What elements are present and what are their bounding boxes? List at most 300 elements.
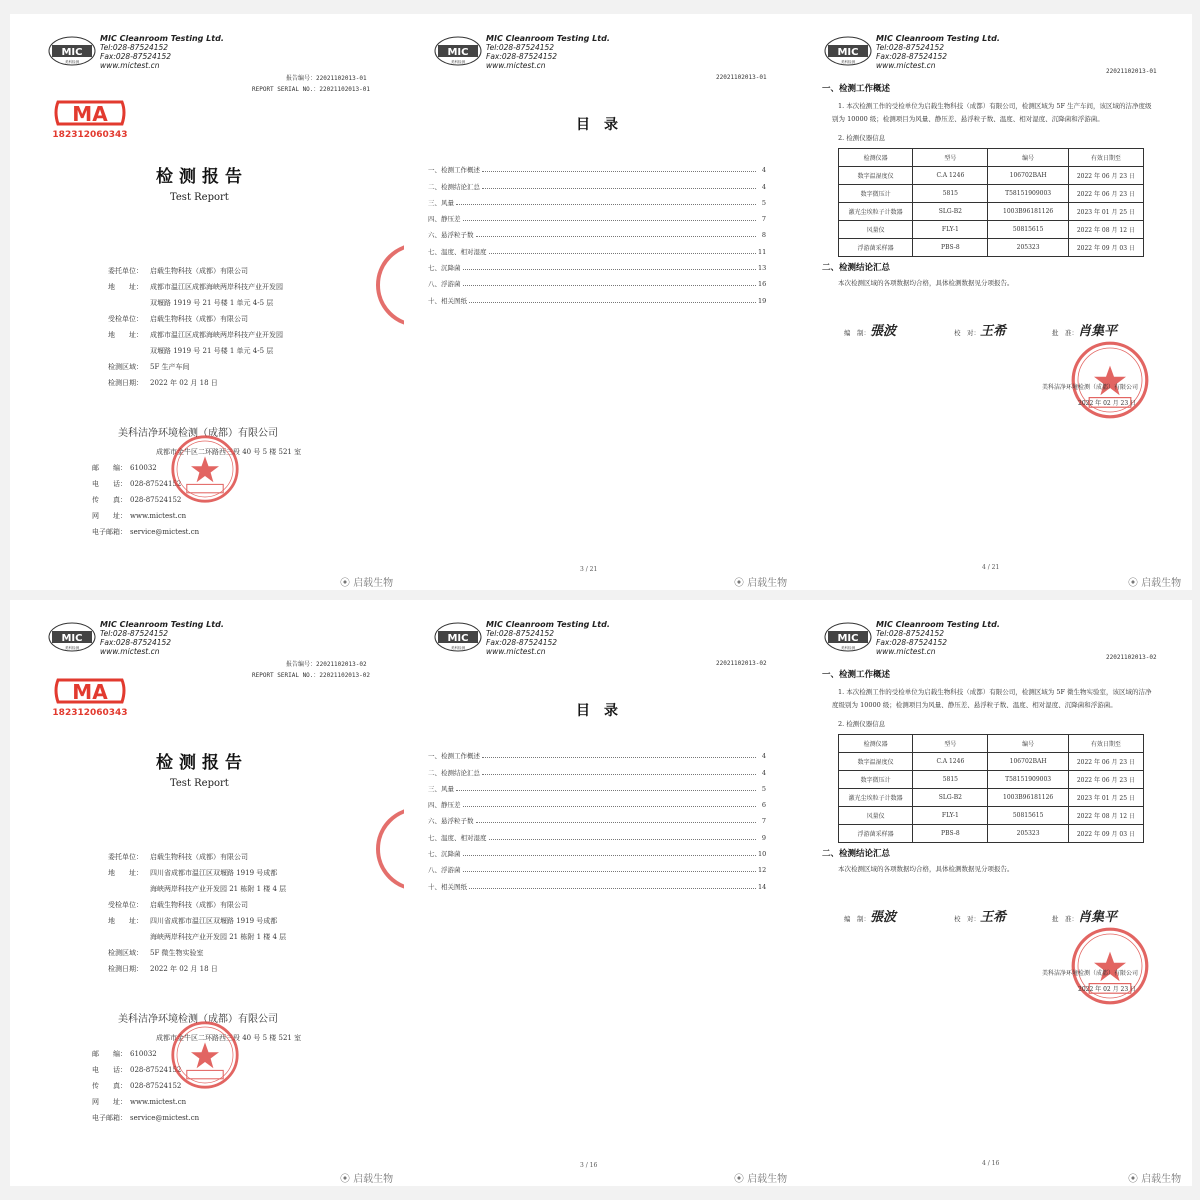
instrument-table-cell: C.A 1246 — [913, 753, 988, 771]
table-row — [839, 789, 1144, 807]
instrument-table-cell: FLY-1 — [913, 807, 988, 825]
lab-info-label: 传 真： — [92, 496, 127, 504]
company-fax: Fax:028-87524152 — [100, 638, 172, 647]
client-info-label: 地 址： — [108, 283, 143, 291]
company-info — [100, 34, 224, 70]
instrument-table-header-cell: 编号 — [988, 149, 1068, 167]
instrument-table-cell: T58151909003 — [988, 771, 1068, 789]
signature-field — [844, 906, 896, 925]
svg-text:MIC: MIC — [61, 47, 83, 58]
instrument-table-cell: 1003B96181126 — [988, 789, 1068, 807]
wechat-watermark — [734, 1170, 787, 1185]
company-tel: Tel:028-87524152 — [486, 43, 555, 52]
toc-entry-page: 5 — [761, 784, 766, 793]
instrument-table-cell: 风量仪 — [839, 221, 913, 239]
toc-entry-page: 14 — [758, 882, 767, 891]
watermark-icon: ⦿ — [1128, 1174, 1142, 1185]
company-name: MIC Cleanroom Testing Ltd. — [876, 620, 1000, 629]
table-row — [839, 771, 1144, 789]
toc-entry[interactable] — [428, 777, 766, 793]
instrument-info-label: 2. 检测仪器信息 — [838, 720, 886, 728]
lab-red-stamp — [170, 434, 240, 504]
mic-letterhead — [824, 34, 1124, 82]
page-summary-02 — [798, 600, 1192, 1186]
svg-text:MIC: MIC — [837, 633, 859, 644]
report-serial: 22021102013-01 — [1106, 68, 1157, 75]
lab-info-label: 邮 编： — [92, 464, 127, 472]
toc-entry-page: 7 — [761, 817, 766, 826]
client-info-label: 地 址： — [108, 331, 143, 339]
toc-leader-dots — [476, 822, 757, 823]
instrument-table-cell: 2022 年 08 月 12 日 — [1068, 221, 1143, 239]
client-info-value: 启载生物科技（成都）有限公司 — [150, 901, 248, 909]
overview-text: 1. 本次检测工作的受检单位为启载生物科技（成都）有限公司，检测区域为 5F 生产车间，该区域的洁净度级别为 10000 级；检测项目为风量、静压差、悬浮粒子数、温度、相对湿度、沉降菌和浮游菌。 — [832, 102, 1152, 123]
client-info-row — [108, 849, 286, 865]
client-info-value: 四川省成都市温江区双堰路 1919 号成都 — [150, 869, 278, 877]
report-title-en: Test Report — [170, 778, 229, 789]
table-row — [839, 825, 1144, 843]
toc-entry-title: 一、检测工作概述 — [428, 752, 480, 761]
lab-name: 美科洁净环境检测（成都）有限公司 — [118, 1014, 278, 1025]
lab-info-value: www.mictest.cn — [130, 1098, 187, 1106]
client-info-row — [108, 929, 286, 945]
company-fax: Fax:028-87524152 — [486, 638, 558, 647]
client-info-row — [108, 913, 286, 929]
signature-label: 批 准： — [1052, 329, 1078, 337]
instrument-table-cell: 2022 年 09 月 03 日 — [1068, 239, 1143, 257]
toc-leader-dots — [482, 188, 756, 189]
toc-leader-dots — [476, 236, 757, 237]
instrument-table-cell: 205323 — [988, 239, 1068, 257]
client-info-row — [108, 961, 286, 977]
lab-info-value: service@mictest.cn — [130, 1114, 200, 1122]
toc-entry[interactable] — [428, 809, 766, 825]
signature-field — [1052, 906, 1117, 925]
toc-leader-dots — [456, 204, 756, 205]
client-info — [108, 849, 286, 977]
table-row — [839, 221, 1144, 239]
lab-info-value: 成都市金牛区二环路西三段 40 号 5 楼 521 室 — [156, 1034, 302, 1042]
company-web[interactable]: www.mictest.cn — [100, 647, 160, 656]
toc-entry-page: 19 — [758, 296, 767, 305]
toc-entry-title: 七、温度、相对湿度 — [428, 247, 487, 256]
lab-info-value: 028-87524152 — [130, 480, 182, 488]
mic-logo-icon — [824, 36, 872, 66]
client-info-row — [108, 279, 283, 295]
toc-entry[interactable] — [428, 288, 766, 304]
cma-mark-icon — [52, 674, 128, 720]
signature-label: 校 对： — [954, 329, 980, 337]
company-info — [100, 620, 224, 656]
lab-info-value: 028-87524152 — [130, 1066, 182, 1074]
instrument-table-cell: 浮游菌采样器 — [839, 239, 913, 257]
lab-name: 美科洁净环境检测（成都）有限公司 — [118, 428, 278, 439]
instrument-table — [838, 734, 1144, 843]
svg-text:美科检测: 美科检测 — [451, 646, 465, 650]
client-info-label: 受检单位： — [108, 315, 143, 323]
toc-entry-title: 六、悬浮粒子数 — [428, 231, 474, 240]
toc-entry-title: 三、风量 — [428, 198, 454, 207]
toc-entry-title: 一、检测工作概述 — [428, 166, 480, 175]
signature-field — [1052, 320, 1117, 339]
instrument-table-cell: 风量仪 — [839, 807, 913, 825]
toc-leader-dots — [456, 790, 756, 791]
stamp-company-name: 美科洁净环境检测（成都）有限公司 — [1042, 970, 1139, 977]
svg-text:MA: MA — [72, 102, 108, 126]
instrument-table-cell: 106702BAH — [988, 167, 1068, 185]
page-cover-02 — [10, 600, 404, 1186]
mic-logo-icon — [48, 36, 96, 66]
section-heading-overview: 一、检测工作概述 — [822, 670, 891, 680]
toc-leader-dots — [482, 171, 756, 172]
toc-entry-page: 7 — [761, 215, 766, 224]
overview-text: 1. 本次检测工作的受检单位为启载生物科技（成都）有限公司，检测区域为 5F 微生物实验室，该区域的洁净度级别为 10000 级；检测项目为风量、静压差、悬浮粒子数、温度、相对湿度、沉降菌和浮游菌。 — [832, 688, 1152, 709]
client-info-value: 双堰路 1919 号 21 号楼 1 单元 4-5 层 — [150, 347, 274, 355]
handwritten-signature: 肖集平 — [1078, 324, 1118, 339]
client-info-value: 成都市温江区成都海峡两岸科技产业开发园 — [150, 331, 283, 339]
toc-entry[interactable] — [428, 874, 766, 890]
svg-text:美科检测: 美科检测 — [451, 60, 465, 64]
wechat-watermark — [340, 1170, 393, 1185]
page-number: 4 / 21 — [982, 564, 1000, 571]
toc-entry[interactable] — [428, 744, 766, 760]
instrument-table-cell: 2022 年 06 月 23 日 — [1068, 167, 1143, 185]
svg-text:MIC: MIC — [837, 47, 859, 58]
signature-field — [844, 320, 896, 339]
client-info-value: 启载生物科技（成都）有限公司 — [150, 315, 248, 323]
table-row — [839, 185, 1144, 203]
toc-entry[interactable] — [428, 858, 766, 874]
toc-entry[interactable] — [428, 174, 766, 190]
approval-red-stamp — [1070, 926, 1150, 1006]
instrument-info-label: 2. 检测仪器信息 — [838, 134, 886, 142]
client-info-row — [108, 295, 283, 311]
stamp-company-name: 美科洁净环境检测（成都）有限公司 — [1042, 384, 1139, 391]
client-info-row — [108, 945, 286, 961]
company-fax: Fax:028-87524152 — [876, 52, 948, 61]
lab-info-label: 电 话： — [92, 480, 127, 488]
toc-leader-dots — [482, 774, 756, 775]
instrument-table-cell: 2022 年 06 月 23 日 — [1068, 753, 1143, 771]
toc-entry[interactable] — [428, 207, 766, 223]
instrument-table-header-cell: 编号 — [988, 735, 1068, 753]
toc-entry[interactable] — [428, 825, 766, 841]
watermark-icon: ⦿ — [340, 1174, 354, 1185]
toc-entry-page: 16 — [758, 280, 767, 289]
instrument-table-cell: SLG-B2 — [913, 203, 988, 221]
company-info — [486, 34, 610, 70]
page-toc-01 — [404, 14, 798, 590]
toc-leader-dots — [489, 839, 757, 840]
instrument-table-header — [839, 735, 1144, 753]
lab-red-stamp — [170, 1020, 240, 1090]
toc-entry-title: 十、相关图纸 — [428, 296, 467, 305]
toc-leader-dots — [463, 806, 757, 807]
lab-info-value: 成都市金牛区二环路西三段 40 号 5 楼 521 室 — [156, 448, 302, 456]
toc-entry[interactable] — [428, 239, 766, 255]
page-toc-02 — [404, 600, 798, 1186]
instrument-table-cell: 205323 — [988, 825, 1068, 843]
instrument-table-header-cell: 检测仪器 — [839, 149, 913, 167]
instrument-table-cell: 2022 年 08 月 12 日 — [1068, 807, 1143, 825]
toc-entry[interactable] — [428, 191, 766, 207]
company-name: MIC Cleanroom Testing Ltd. — [100, 34, 224, 43]
signature-label: 批 准： — [1052, 915, 1078, 923]
client-info-row — [108, 897, 286, 913]
client-info-row — [108, 359, 283, 375]
toc-list — [428, 744, 766, 891]
signature-field — [954, 320, 1006, 339]
toc-entry[interactable] — [428, 272, 766, 288]
company-fax: Fax:028-87524152 — [100, 52, 172, 61]
instrument-table-cell: 106702BAH — [988, 753, 1068, 771]
instrument-table-cell: 2022 年 06 月 23 日 — [1068, 771, 1143, 789]
conclusion-text: 本次检测区域的各项数据均合格，具体检测数据见分项报告。 — [838, 279, 1014, 287]
svg-text:美科检测: 美科检测 — [65, 60, 79, 64]
instrument-table-cell: SLG-B2 — [913, 789, 988, 807]
svg-text:MA: MA — [72, 680, 108, 704]
report-title-cn: 检测报告 — [156, 167, 248, 187]
lab-info-row — [92, 524, 301, 540]
client-info-value: 海峡两岸科技产业开发园 21 栋附 1 楼 4 层 — [150, 885, 287, 893]
section-heading-conclusion: 二、检测结论汇总 — [822, 849, 891, 859]
instrument-table-cell: 5815 — [913, 771, 988, 789]
lab-info-label: 网 址： — [92, 1098, 127, 1106]
handwritten-signature: 王希 — [980, 910, 1007, 925]
mic-letterhead — [434, 34, 734, 82]
client-info-value: 2022 年 02 月 18 日 — [150, 965, 218, 973]
toc-entry[interactable] — [428, 256, 766, 272]
company-tel: Tel:028-87524152 — [100, 629, 169, 638]
toc-entry-title: 十、相关图纸 — [428, 882, 467, 891]
report-serial-en: REPORT SERIAL NO.：22021102013-02 — [252, 672, 370, 679]
handwritten-signature: 張波 — [870, 910, 897, 925]
toc-entry-title: 二、检测结论汇总 — [428, 768, 480, 777]
mic-logo-icon — [434, 622, 482, 652]
company-web[interactable]: www.mictest.cn — [876, 61, 936, 70]
instrument-table-header-cell: 有效日期至 — [1068, 149, 1143, 167]
company-info — [876, 620, 1000, 656]
stamp-date: 2022 年 02 月 23 日 — [1078, 400, 1137, 407]
lab-info-row — [92, 1094, 301, 1110]
report-serial-en: REPORT SERIAL NO.：22021102013-01 — [252, 86, 370, 93]
toc-entry[interactable] — [428, 760, 766, 776]
client-info-row — [108, 311, 283, 327]
toc-leader-dots — [463, 855, 757, 856]
toc-leader-dots — [469, 302, 756, 303]
toc-leader-dots — [463, 285, 757, 286]
signature-label: 校 对： — [954, 915, 980, 923]
watermark-text: 启载生物 — [1141, 578, 1182, 589]
watermark-text: 启载生物 — [747, 1174, 788, 1185]
mic-letterhead — [434, 620, 734, 668]
toc-entry[interactable] — [428, 158, 766, 174]
toc-entry-page: 4 — [761, 752, 766, 761]
instrument-table-cell: 浮游菌采样器 — [839, 825, 913, 843]
toc-entry[interactable] — [428, 793, 766, 809]
page-number: 3 / 21 — [580, 566, 598, 573]
conclusion-text: 本次检测区域的各项数据均合格，具体检测数据见分项报告。 — [838, 865, 1014, 873]
instrument-table-cell: 1003B96181126 — [988, 203, 1068, 221]
client-info-row — [108, 865, 286, 881]
watermark-icon: ⦿ — [1128, 578, 1142, 589]
toc-leader-dots — [463, 871, 757, 872]
toc-entry-title: 七、沉降菌 — [428, 264, 461, 273]
toc-title: 目录 — [576, 117, 632, 133]
company-web[interactable]: www.mictest.cn — [486, 647, 546, 656]
report-serial-cn: 报告编号：22021102013-02 — [286, 661, 367, 668]
client-info — [108, 263, 283, 391]
watermark-text: 启载生物 — [353, 578, 394, 589]
toc-entry-page: 4 — [761, 166, 766, 175]
signature-field — [954, 906, 1006, 925]
client-info-row — [108, 263, 283, 279]
svg-text:美科检测: 美科检测 — [841, 60, 855, 64]
instrument-table-cell: C.A 1246 — [913, 167, 988, 185]
page-cover-01 — [10, 14, 404, 590]
company-info — [876, 34, 1000, 70]
instrument-table-cell: PBS-8 — [913, 825, 988, 843]
client-info-row — [108, 375, 283, 391]
mic-logo-icon — [824, 622, 872, 652]
company-tel: Tel:028-87524152 — [100, 43, 169, 52]
instrument-table-cell: 数字微压计 — [839, 771, 913, 789]
toc-leader-dots — [489, 253, 757, 254]
mic-logo-icon — [48, 622, 96, 652]
signature-label: 编 制： — [844, 329, 870, 337]
company-info — [486, 620, 610, 656]
lab-info-label: 电子邮箱： — [92, 1114, 127, 1122]
client-info-label: 受检单位： — [108, 901, 143, 909]
client-info-label: 检测日期： — [108, 965, 143, 973]
client-info-value: 启载生物科技（成都）有限公司 — [150, 267, 248, 275]
signature-label: 编 制： — [844, 915, 870, 923]
svg-text:MIC: MIC — [447, 47, 469, 58]
company-fax: Fax:028-87524152 — [486, 52, 558, 61]
toc-entry-page: 13 — [758, 264, 767, 273]
toc-entry-page: 5 — [761, 198, 766, 207]
toc-title: 目录 — [576, 703, 632, 719]
instrument-table-cell: PBS-8 — [913, 239, 988, 257]
toc-entry[interactable] — [428, 223, 766, 239]
instrument-table-cell: 2022 年 06 月 23 日 — [1068, 185, 1143, 203]
instrument-table-cell: T58151909003 — [988, 185, 1068, 203]
lab-info-value: 028-87524152 — [130, 496, 182, 504]
toc-entry-page: 4 — [761, 768, 766, 777]
instrument-table-cell: FLY-1 — [913, 221, 988, 239]
toc-leader-dots — [463, 269, 757, 270]
instrument-table-cell: 数字微压计 — [839, 185, 913, 203]
report-serial-cn: 报告编号：22021102013-01 — [286, 75, 367, 82]
company-web[interactable]: www.mictest.cn — [100, 61, 160, 70]
instrument-table-cell: 50815615 — [988, 807, 1068, 825]
company-web[interactable]: www.mictest.cn — [486, 61, 546, 70]
toc-entry-title: 八、浮游菌 — [428, 866, 461, 875]
lab-info-row — [92, 1110, 301, 1126]
table-row — [839, 167, 1144, 185]
client-info-label: 检测区域： — [108, 363, 143, 371]
page-number: 3 / 16 — [580, 1162, 598, 1169]
client-info-value: 四川省成都市温江区双堰路 1919 号成都 — [150, 917, 278, 925]
instrument-table-header-cell: 检测仪器 — [839, 735, 913, 753]
client-info-value: 双堰路 1919 号 21 号楼 1 单元 4-5 层 — [150, 299, 274, 307]
toc-entry-title: 四、静压差 — [428, 215, 461, 224]
lab-info-label: 电子邮箱： — [92, 528, 127, 536]
client-info-label: 地 址： — [108, 917, 143, 925]
instrument-table-cell: 5815 — [913, 185, 988, 203]
edge-seal-stamp — [374, 804, 404, 894]
lab-info-label: 电 话： — [92, 1066, 127, 1074]
watermark-icon: ⦿ — [734, 1174, 748, 1185]
edge-seal-stamp — [374, 240, 404, 330]
toc-entry[interactable] — [428, 842, 766, 858]
report-serial: 22021102013-02 — [1106, 654, 1157, 661]
toc-entry-title: 六、悬浮粒子数 — [428, 817, 474, 826]
client-info-label: 委托单位： — [108, 853, 143, 861]
company-name: MIC Cleanroom Testing Ltd. — [876, 34, 1000, 43]
instrument-table-cell: 2023 年 01 月 25 日 — [1068, 203, 1143, 221]
toc-entry-page: 11 — [758, 247, 767, 256]
instrument-table-cell: 数字温湿度仪 — [839, 753, 913, 771]
svg-text:美科检测: 美科检测 — [841, 646, 855, 650]
client-info-row — [108, 327, 283, 343]
svg-text:美科检测: 美科检测 — [65, 646, 79, 650]
instrument-table-cell: 2022 年 09 月 03 日 — [1068, 825, 1143, 843]
client-info-value: 成都市温江区成都海峡两岸科技产业开发园 — [150, 283, 283, 291]
instrument-table — [838, 148, 1144, 257]
client-info-label: 检测区域： — [108, 949, 143, 957]
toc-list — [428, 158, 766, 305]
client-info-value: 5F 生产车间 — [150, 363, 190, 371]
client-info-value: 启载生物科技（成都）有限公司 — [150, 853, 248, 861]
toc-entry-page: 8 — [761, 231, 766, 240]
client-info-row — [108, 343, 283, 359]
client-info-row — [108, 881, 286, 897]
company-fax: Fax:028-87524152 — [876, 638, 948, 647]
watermark-icon: ⦿ — [734, 578, 748, 589]
toc-entry-title: 八、浮游菌 — [428, 280, 461, 289]
company-web[interactable]: www.mictest.cn — [876, 647, 936, 656]
page-number: 4 / 16 — [982, 1160, 1000, 1167]
svg-text:MIC: MIC — [447, 633, 469, 644]
client-info-value: 5F 微生物实验室 — [150, 949, 204, 957]
client-info-value: 海峡两岸科技产业开发园 21 栋附 1 楼 4 层 — [150, 933, 287, 941]
wechat-watermark — [734, 574, 787, 589]
toc-entry-page: 10 — [758, 850, 767, 859]
section-heading-conclusion: 二、检测结论汇总 — [822, 263, 891, 273]
lab-info-value: 610032 — [130, 1050, 157, 1058]
handwritten-signature: 肖集平 — [1078, 910, 1118, 925]
mic-logo-icon — [434, 36, 482, 66]
approval-red-stamp — [1070, 340, 1150, 420]
toc-entry-title: 三、风量 — [428, 784, 454, 793]
lab-info-value: 610032 — [130, 464, 157, 472]
report-serial: 22021102013-02 — [716, 660, 767, 667]
toc-entry-page: 4 — [761, 182, 766, 191]
wechat-watermark — [1128, 1170, 1181, 1185]
toc-leader-dots — [463, 220, 757, 221]
instrument-table-cell: 激光尘埃粒子计数器 — [839, 203, 913, 221]
lab-info-value: 028-87524152 — [130, 1082, 182, 1090]
instrument-table-header-cell: 有效日期至 — [1068, 735, 1143, 753]
lab-info-row — [92, 508, 301, 524]
table-row — [839, 239, 1144, 257]
wechat-watermark — [340, 574, 393, 589]
client-info-label: 委托单位： — [108, 267, 143, 275]
instrument-table-header — [839, 149, 1144, 167]
svg-text:182312060343: 182312060343 — [52, 130, 128, 140]
svg-text:MIC: MIC — [61, 633, 83, 644]
